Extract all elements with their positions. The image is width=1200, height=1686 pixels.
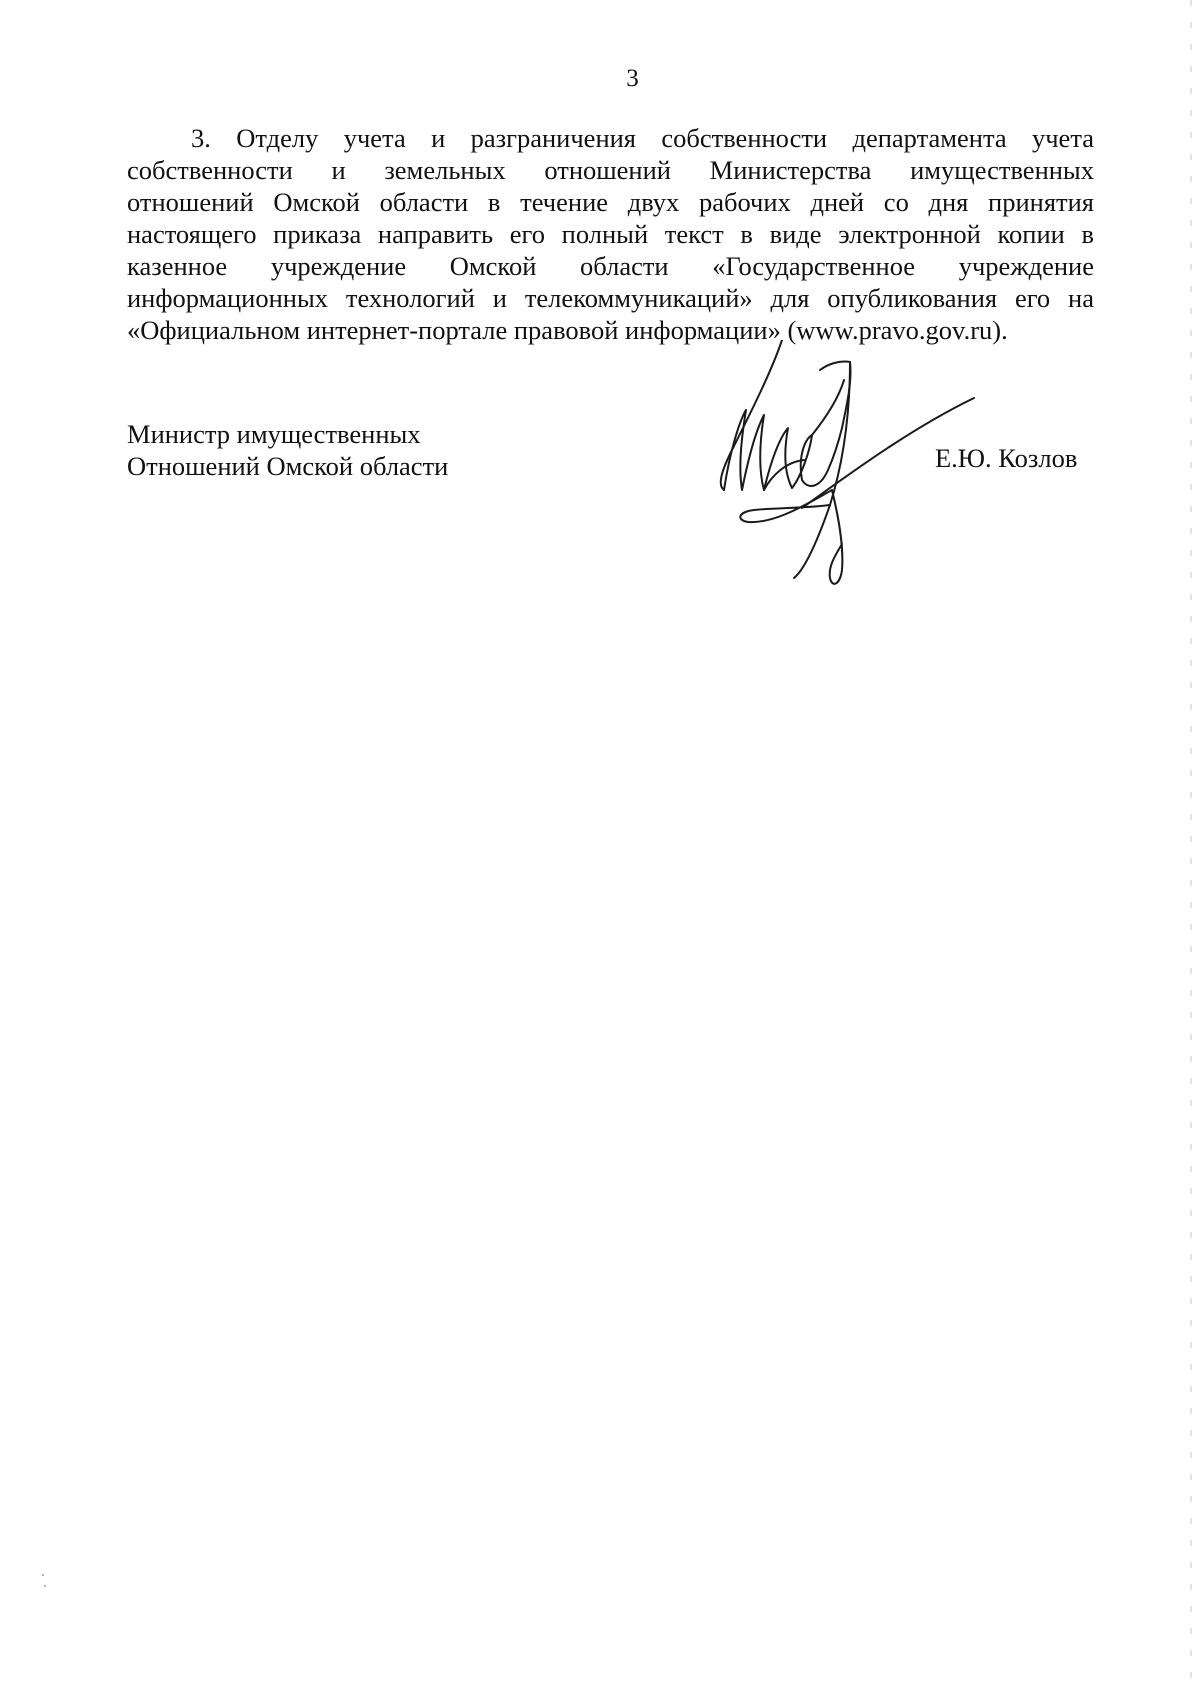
paragraph-line: отношений Омской области в течение двух рабочих дней со дня принятия	[127, 187, 1094, 217]
handwritten-signature	[712, 340, 1002, 630]
paragraph-line: 3. Отделу учета и разграничения собственности департамента учета	[191, 123, 1094, 153]
scan-speck	[42, 1574, 44, 1576]
paragraph-line: «Официальном интернет-портале правовой информации» (www.pravo.gov.ru).	[127, 315, 1008, 345]
paragraph-item-3	[127, 122, 1094, 346]
paragraph-line: собственности и земельных отношений Министерства имущественных	[127, 155, 1094, 185]
paragraph-line: информационных технологий и телекоммуникаций» для опубликования его на	[127, 283, 1094, 313]
paragraph-line: настоящего приказа направить его полный текст в виде электронной копии в	[127, 219, 1094, 249]
signatory-title	[127, 418, 448, 482]
scan-edge-artifact	[1190, 0, 1192, 1686]
signatory-title-line: Министр имущественных	[127, 419, 421, 449]
paragraph-line: казенное учреждение Омской области «Государственное учреждение	[127, 251, 1094, 281]
signatory-title-line: Отношений Омской области	[127, 451, 449, 481]
scan-speck	[44, 1585, 46, 1587]
page-number: 3	[626, 65, 639, 92]
signatory-name: Е.Ю. Козлов	[935, 443, 1078, 473]
